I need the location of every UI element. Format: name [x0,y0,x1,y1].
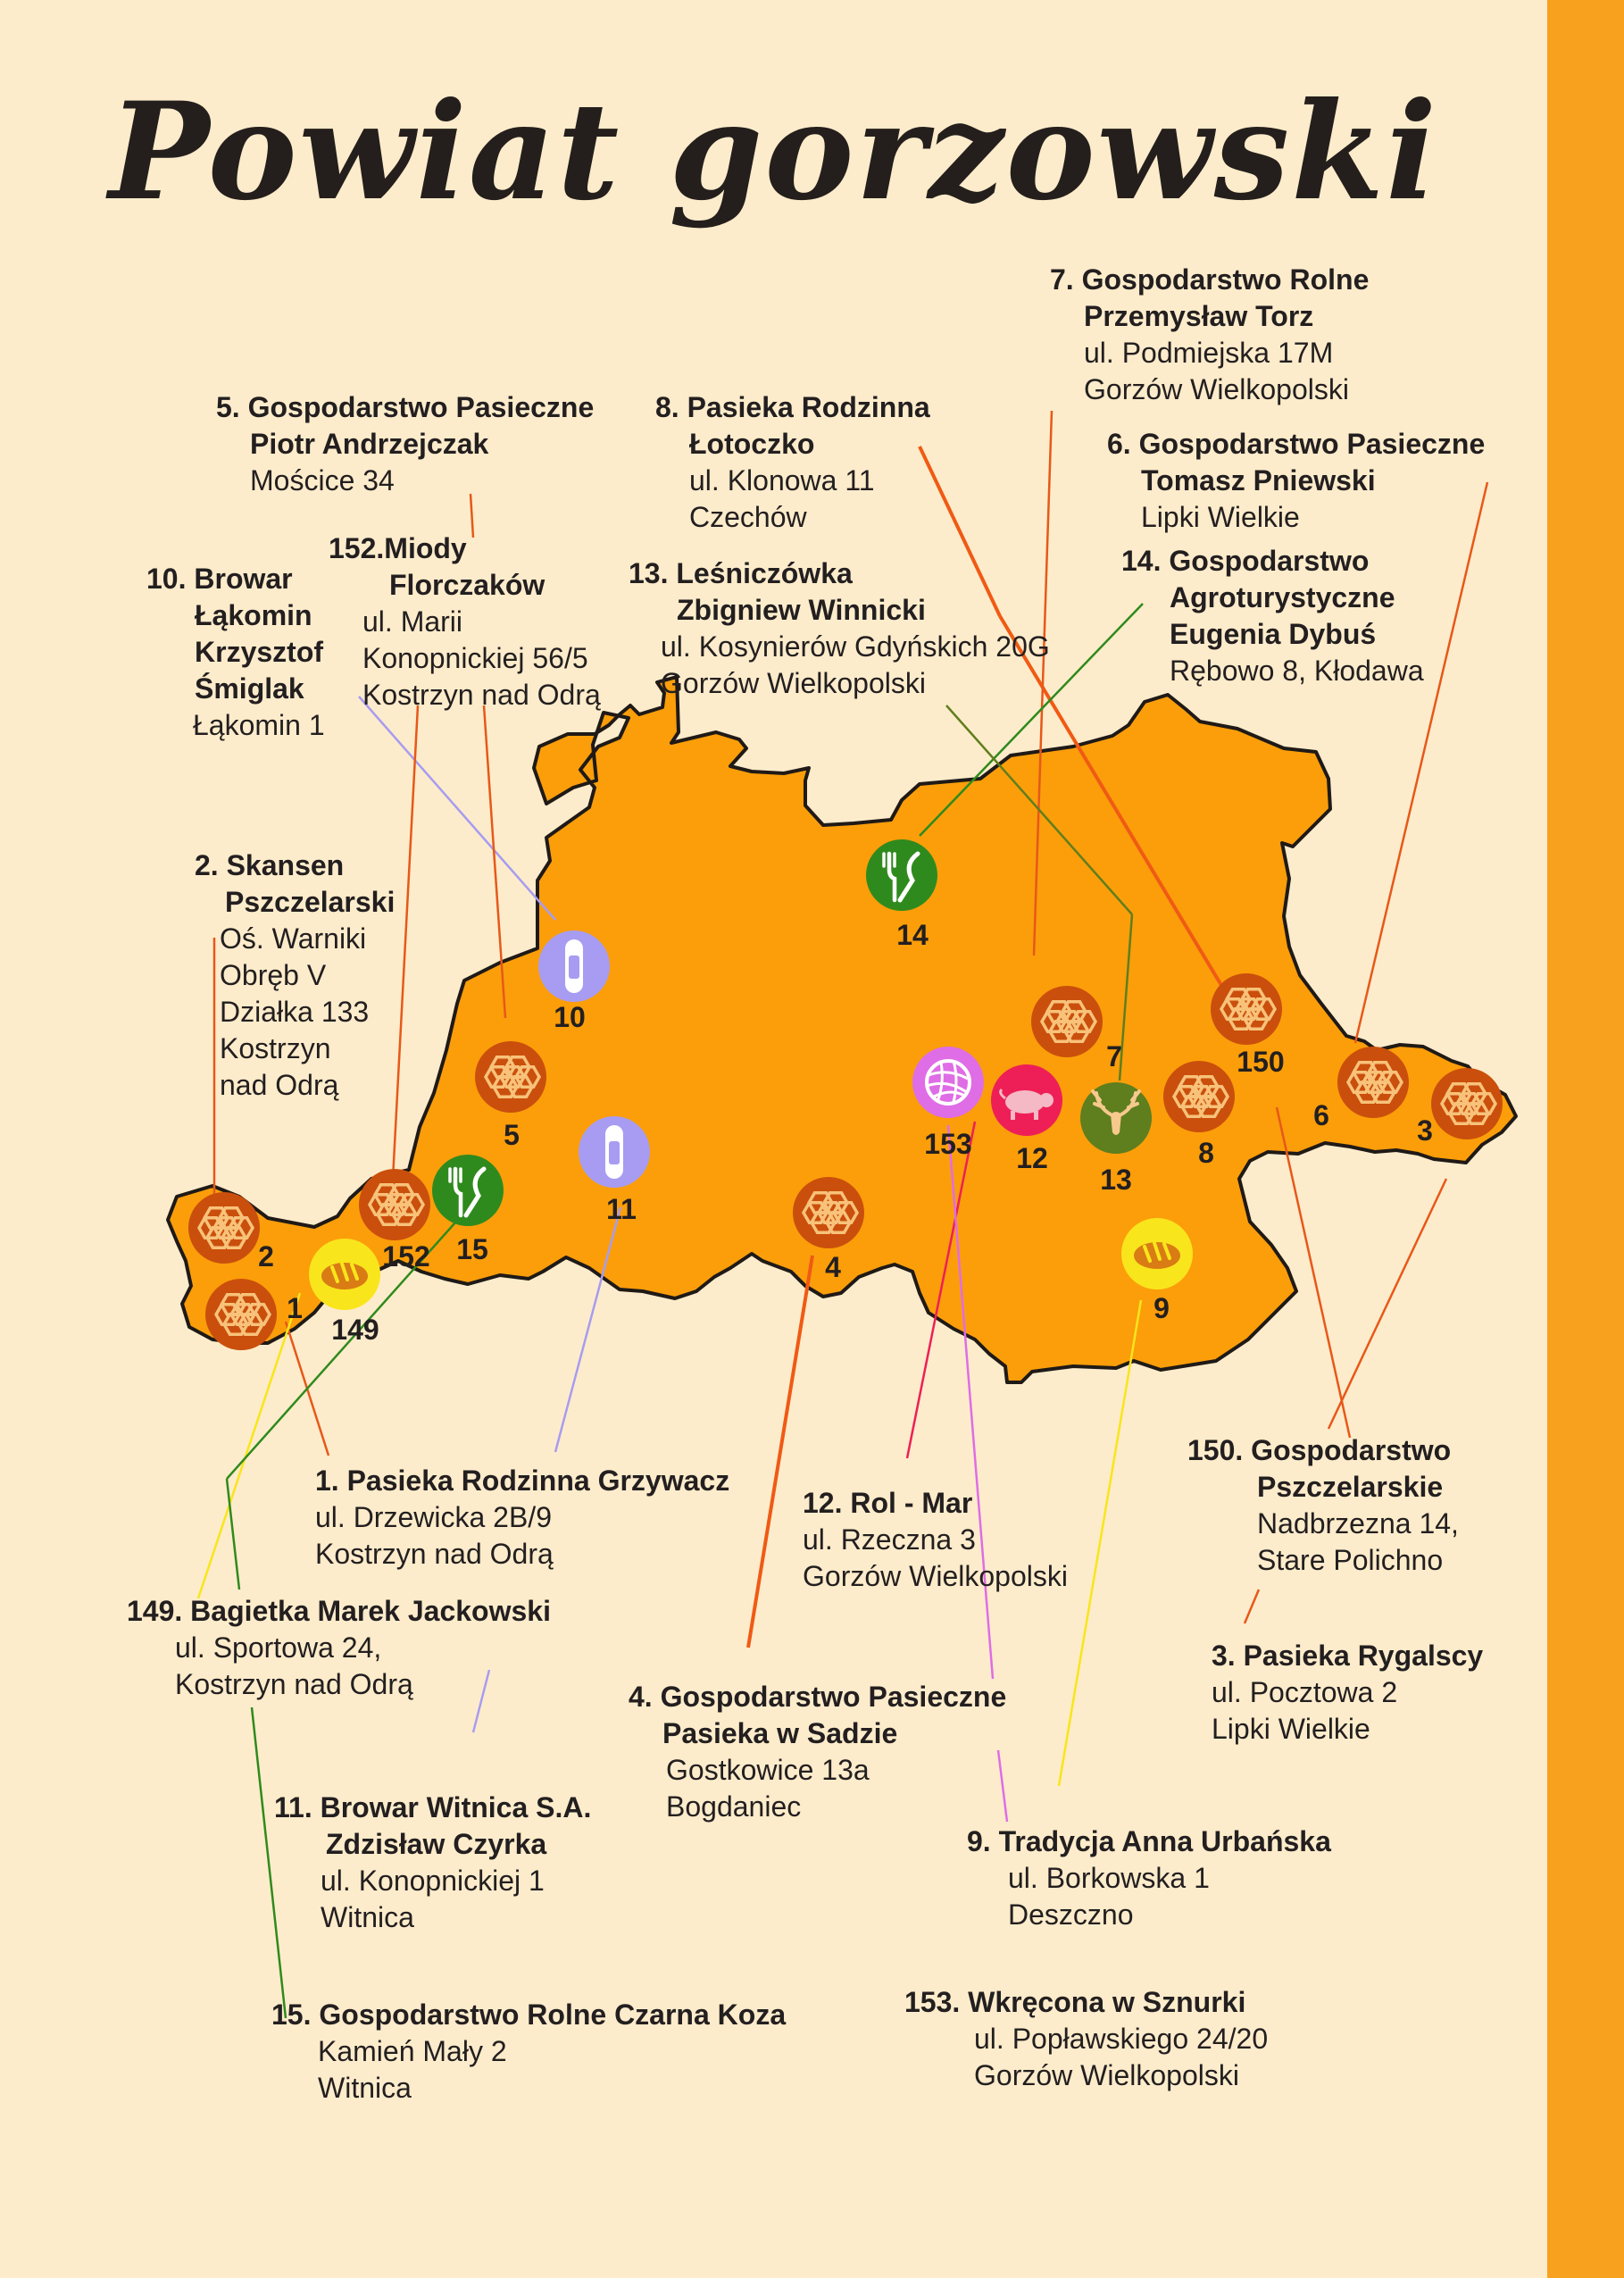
place-title: 9. Tradycja Anna Urbańska [967,1825,1331,1857]
place-address: Mościce 34 [250,464,395,496]
place-label-9 [967,1823,1331,1933]
place-label-152 [329,530,601,713]
place-title: 15. Gospodarstwo Rolne Czarna Koza [271,1998,787,2031]
place-address: ul. Marii [362,605,463,638]
bottle-icon [565,939,583,993]
place-label-8 [655,389,930,536]
place-title: Krzysztof [195,636,324,668]
marker-number: 11 [606,1193,637,1225]
marker-number: 6 [1313,1099,1329,1131]
place-address: Gorzów Wielkopolski [1084,373,1349,405]
place-label-10 [146,561,325,744]
place-address: ul. Podmiejska 17M [1084,337,1334,369]
marker-number: 2 [258,1240,274,1273]
place-title: Łotoczko [689,428,815,460]
marker-number: 12 [1016,1142,1048,1174]
place-title: 10. Browar [146,563,293,595]
marker-number: 150 [1237,1046,1285,1078]
place-address: Konopnickiej 56/5 [362,642,588,674]
place-address: Stare Polichno [1257,1544,1444,1576]
place-address: Witnica [321,1901,414,1933]
marker-number: 153 [924,1128,972,1160]
place-address: Gorzów Wielkopolski [803,1560,1068,1592]
place-address: Kostrzyn [220,1032,331,1064]
place-label-7 [1050,262,1369,408]
place-label-12 [803,1485,1068,1595]
place-address: Kostrzyn nad Odrą [315,1538,554,1570]
marker-number: 4 [825,1251,841,1283]
place-title: Agroturystyczne [1170,581,1395,613]
place-title: Piotr Andrzejczak [250,428,489,460]
place-label-5 [216,389,594,499]
place-address: Kostrzyn nad Odrą [175,1668,413,1700]
place-label-3 [1212,1638,1483,1748]
place-title: 11. Browar Witnica S.A. [274,1791,592,1823]
place-address: Czechów [689,501,807,533]
place-title: Łąkomin [195,599,312,631]
place-address: ul. Popławskiego 24/20 [974,2023,1269,2055]
place-label-153 [904,1984,1268,2094]
place-title: 5. Gospodarstwo Pasieczne [216,391,595,423]
place-address: ul. Klonowa 11 [689,464,875,496]
place-address: ul. Kosynierów Gdyńskich 20G [661,630,1050,663]
bottle-icon [605,1125,623,1179]
place-title: Pasieka w Sadzie [662,1717,898,1749]
place-title: Pszczelarskie [1257,1471,1444,1503]
place-title: Tomasz Pniewski [1141,464,1376,496]
place-address: ul. Rzeczna 3 [803,1523,976,1556]
place-title: 2. Skansen [195,849,345,881]
marker-circle [912,1047,984,1118]
place-title: 150. Gospodarstwo [1187,1434,1452,1466]
place-address: Obręb V [220,959,327,991]
place-title: 14. Gospodarstwo [1121,545,1370,577]
place-title: Zbigniew Winnicki [677,594,926,626]
marker-number: 1 [287,1292,303,1324]
bread-icon [1134,1242,1180,1269]
marker-number: 5 [504,1119,520,1151]
place-address: Gorzów Wielkopolski [974,2059,1239,2091]
place-title: 1. Pasieka Rodzinna Grzywacz [315,1464,730,1497]
place-address: nad Odrą [220,1069,339,1101]
place-address: Bogdaniec [666,1790,802,1823]
place-label-6 [1107,426,1485,536]
place-label-1 [315,1463,729,1573]
place-label-15 [271,1997,786,2107]
place-title: 152.Miody [329,532,467,564]
place-title: Florczaków [389,569,545,601]
place-title: Pszczelarski [225,886,396,918]
place-title: 4. Gospodarstwo Pasieczne [629,1681,1007,1713]
place-title: 7. Gospodarstwo Rolne [1050,263,1370,296]
marker-number: 149 [331,1314,379,1346]
place-address: Lipki Wielkie [1212,1713,1370,1745]
marker-number: 3 [1417,1114,1433,1147]
place-title: Przemysław Torz [1084,300,1314,332]
place-title: 8. Pasieka Rodzinna [655,391,930,423]
place-title: 13. Leśniczówka [629,557,853,589]
place-address: ul. Sportowa 24, [175,1631,382,1664]
place-address: Witnica [318,2072,412,2104]
place-address: Gorzów Wielkopolski [661,667,926,699]
place-title: 6. Gospodarstwo Pasieczne [1107,428,1486,460]
place-address: ul. Konopnickiej 1 [321,1865,545,1897]
place-title: 3. Pasieka Rygalscy [1212,1640,1484,1672]
marker-number: 8 [1198,1137,1214,1169]
page-title: Powiat gorzowski [108,73,1439,230]
place-address: Działka 133 [220,996,370,1028]
bread-icon [321,1263,368,1289]
place-label-13 [629,555,1050,702]
place-address: Oś. Warniki [220,922,367,955]
place-label-4 [629,1679,1006,1825]
place-address: Łąkomin 1 [193,709,325,741]
place-address: Lipki Wielkie [1141,501,1300,533]
place-address: Kostrzyn nad Odrą [362,679,601,711]
marker-number: 10 [554,1001,586,1033]
place-title: Zdzisław Czyrka [326,1828,547,1860]
marker-number: 13 [1100,1164,1132,1196]
place-address: Gostkowice 13a [666,1754,870,1786]
marker-number: 15 [456,1233,488,1265]
place-label-14 [1121,543,1424,689]
place-address: ul. Drzewicka 2B/9 [315,1501,552,1533]
place-address: Rębowo 8, Kłodawa [1170,655,1424,687]
place-label-150 [1187,1432,1459,1579]
place-label-2 [195,847,395,1104]
marker-number: 7 [1106,1040,1122,1072]
place-address: Nadbrzezna 14, [1257,1507,1459,1540]
marker-number: 14 [896,919,929,951]
marker-number: 152 [382,1240,430,1273]
marker-number: 9 [1153,1292,1170,1324]
place-label-11 [274,1790,591,1936]
place-label-149 [127,1593,551,1703]
place-title: 149. Bagietka Marek Jackowski [127,1595,551,1627]
place-address: Deszczno [1008,1898,1134,1931]
place-address: Kamień Mały 2 [318,2035,507,2067]
place-title: 12. Rol - Mar [803,1487,973,1519]
place-title: 153. Wkręcona w Sznurki [904,1986,1246,2018]
place-title: Eugenia Dybuś [1170,618,1377,650]
place-address: ul. Borkowska 1 [1008,1862,1210,1894]
place-title: Śmiglak [195,672,304,705]
place-address: ul. Pocztowa 2 [1212,1676,1398,1708]
map-marker-149[interactable] [309,1239,380,1346]
